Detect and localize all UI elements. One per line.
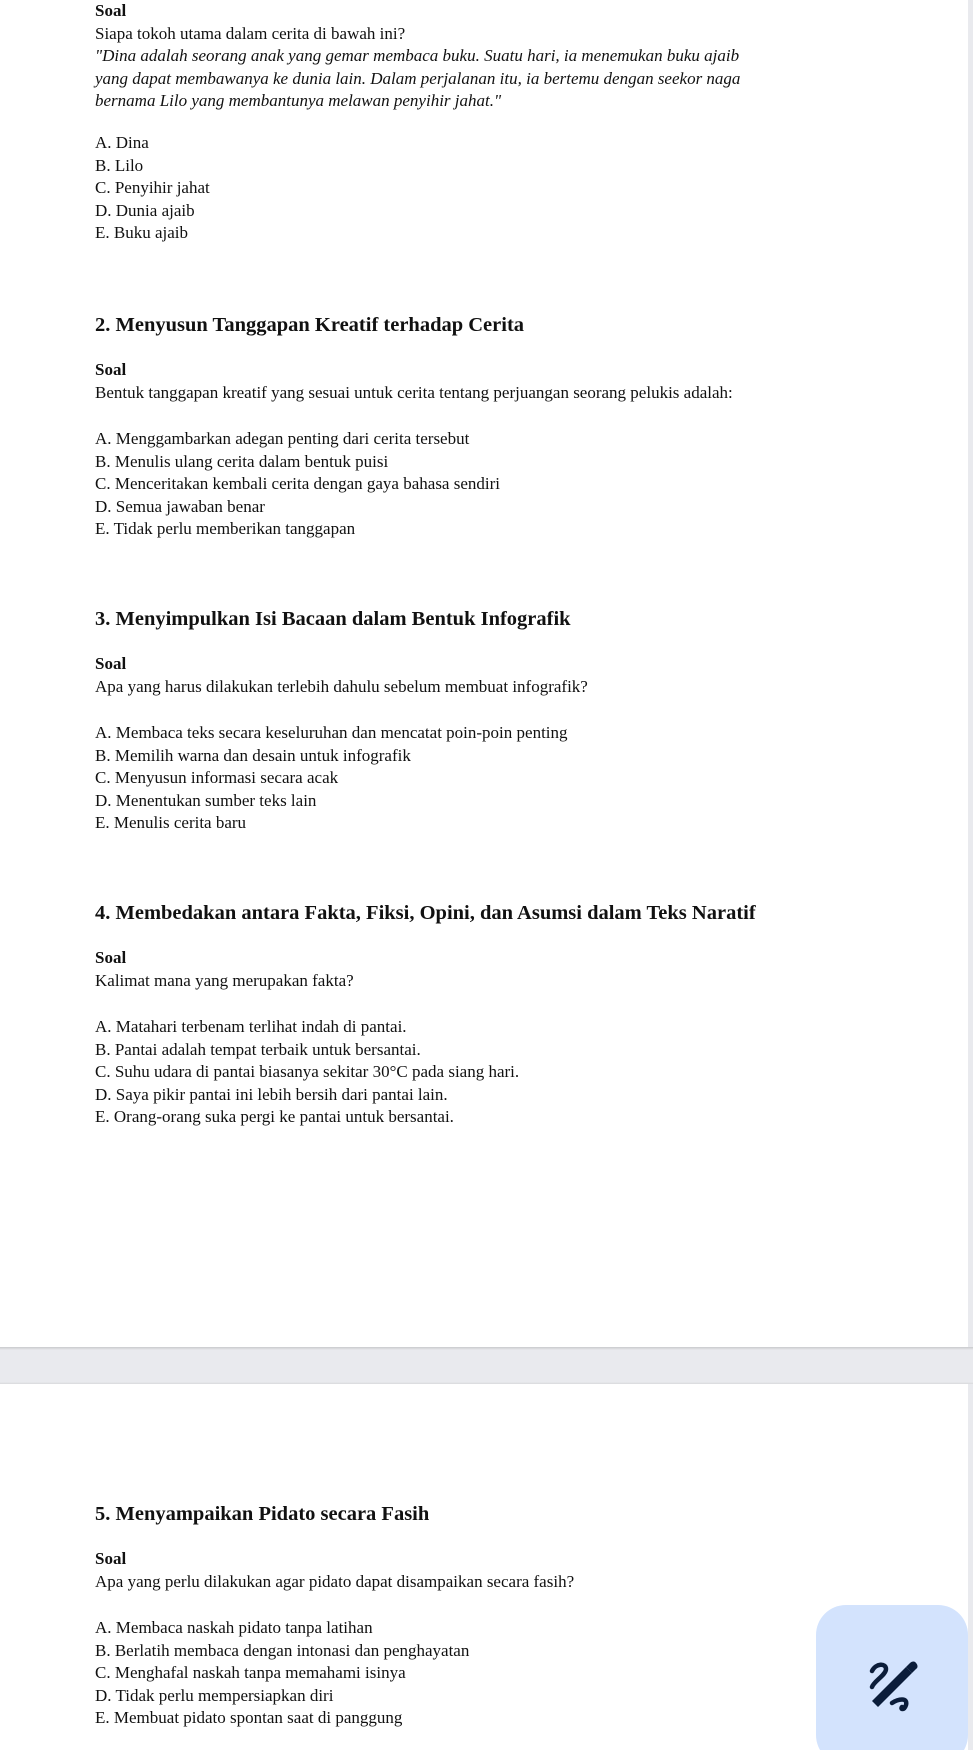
- option-c: C. Menceritakan kembali cerita dengan gaya bahasa sendiri: [95, 474, 500, 493]
- option-d: D. Semua jawaban benar: [95, 496, 265, 516]
- option-e: E. Menulis cerita baru: [95, 813, 247, 832]
- story-passage-line-3: bernama Lilo yang membantunya melawan penyihir jahat.": [95, 91, 502, 110]
- section-3: [95, 653, 955, 698]
- story-passage-line-1: "Dina adalah seorang anak yang gemar membaca buku. Suatu hari, ia menemukan buku ajaib: [95, 46, 740, 65]
- annotate-button[interactable]: [816, 1605, 968, 1750]
- option-a: A. Membaca teks secara keseluruhan dan mencatat poin-poin penting: [95, 723, 568, 742]
- option-c: C. Menghafal naskah tanpa memahami isinya: [95, 1663, 406, 1682]
- option-c: C. Menyusun informasi secara acak: [95, 768, 339, 787]
- option-b: B. Lilo: [95, 155, 144, 175]
- section-5: [95, 1548, 955, 1593]
- section-4: [95, 947, 955, 992]
- option-e: E. Tidak perlu memberikan tanggapan: [95, 519, 356, 538]
- section-heading-2: 2. Menyusun Tanggapan Kreatif terhadap Cerita: [95, 314, 525, 336]
- option-d: D. Saya pikir pantai ini lebih bersih dari pantai lain.: [95, 1084, 448, 1104]
- answer-options: [95, 1016, 955, 1129]
- option-c: C. Suhu udara di pantai biasanya sekitar 30°C pada siang hari.: [95, 1062, 520, 1081]
- pen-scribble-icon: [862, 1655, 922, 1715]
- option-d: D. Tidak perlu mempersiapkan diri: [95, 1685, 334, 1705]
- option-d: D. Menentukan sumber teks lain: [95, 790, 317, 810]
- option-b: B. Pantai adalah tempat terbaik untuk bersantai.: [95, 1039, 421, 1059]
- option-a: A. Matahari terbenam terlihat indah di pantai.: [95, 1017, 407, 1036]
- question-text: Apa yang perlu dilakukan agar pidato dapat disampaikan secara fasih?: [95, 1571, 575, 1591]
- option-d: D. Dunia ajaib: [95, 200, 195, 220]
- section-heading-4: 4. Membedakan antara Fakta, Fiksi, Opini, dan Asumsi dalam Teks Naratif: [95, 902, 756, 924]
- question-text: Bentuk tanggapan kreatif yang sesuai untuk cerita tentang perjuangan seorang pelukis adalah:: [95, 382, 733, 402]
- section-2: [95, 359, 955, 404]
- soal-label: Soal: [95, 654, 127, 673]
- question-text: Apa yang harus dilakukan terlebih dahulu sebelum membuat infografik?: [95, 676, 588, 696]
- page-separator: [0, 1347, 973, 1384]
- answer-options: [95, 132, 955, 245]
- soal-label: Soal: [95, 360, 127, 379]
- option-b: B. Berlatih membaca dengan intonasi dan penghayatan: [95, 1640, 470, 1660]
- option-e: E. Orang-orang suka pergi ke pantai untuk bersantai.: [95, 1107, 454, 1126]
- viewer-edge: [968, 0, 973, 1750]
- option-a: A. Membaca naskah pidato tanpa latihan: [95, 1618, 373, 1637]
- answer-options: [95, 428, 955, 541]
- answer-options: [95, 722, 955, 835]
- story-passage-line-2: yang dapat membawanya ke dunia lain. Dalam perjalanan itu, ia bertemu dengan seekor naga: [95, 68, 741, 88]
- option-b: B. Memilih warna dan desain untuk infografik: [95, 745, 411, 765]
- option-a: A. Menggambarkan adegan penting dari cerita tersebut: [95, 429, 470, 448]
- section-1: [95, 0, 955, 113]
- soal-label: Soal: [95, 1, 127, 20]
- section-heading-5: 5. Menyampaikan Pidato secara Fasih: [95, 1503, 430, 1525]
- soal-label: Soal: [95, 1549, 127, 1568]
- section-heading-3: 3. Menyimpulkan Isi Bacaan dalam Bentuk Infografik: [95, 608, 571, 630]
- option-e: E. Buku ajaib: [95, 223, 189, 242]
- option-e: E. Membuat pidato spontan saat di panggung: [95, 1708, 403, 1727]
- question-text: Kalimat mana yang merupakan fakta?: [95, 970, 354, 990]
- soal-label: Soal: [95, 948, 127, 967]
- option-c: C. Penyihir jahat: [95, 178, 210, 197]
- question-text: Siapa tokoh utama dalam cerita di bawah ini?: [95, 23, 406, 43]
- option-b: B. Menulis ulang cerita dalam bentuk puisi: [95, 451, 389, 471]
- option-a: A. Dina: [95, 133, 149, 152]
